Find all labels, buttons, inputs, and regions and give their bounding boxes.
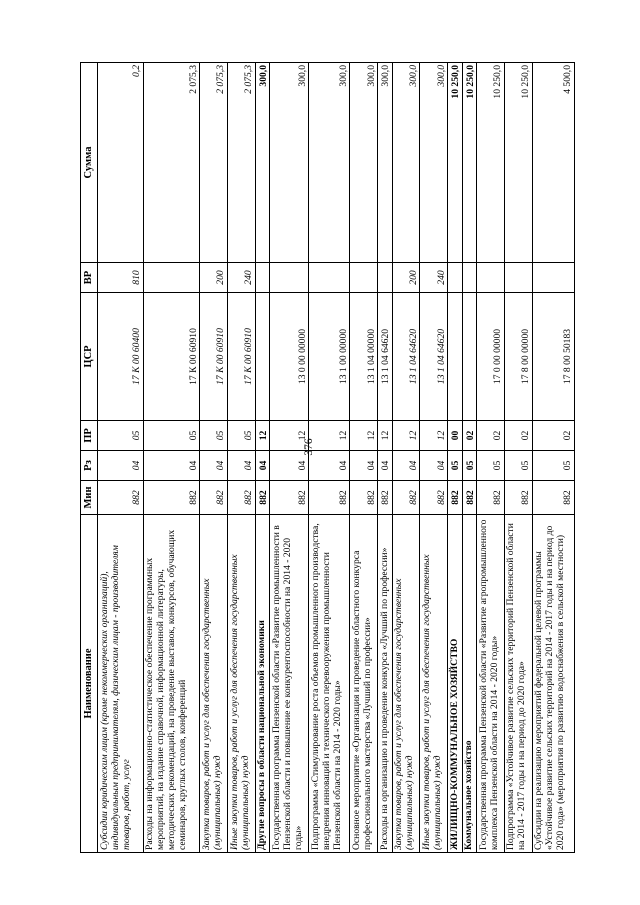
cell-rz: 04	[228, 451, 256, 481]
cell-name: Коммунальное хозяйство	[462, 515, 476, 853]
cell-vr	[504, 263, 532, 293]
header-name: Наименование	[81, 515, 98, 853]
table-row	[255, 63, 269, 853]
cell-vr	[462, 263, 476, 293]
cell-pr: 12	[309, 421, 350, 451]
table-row	[448, 63, 462, 853]
cell-vr	[350, 263, 378, 293]
cell-pr: 02	[477, 421, 505, 451]
cell-sum: 2 075,3	[143, 63, 200, 263]
cell-rz: 05	[532, 451, 574, 481]
cell-rz: 05	[448, 451, 462, 481]
cell-sum: 10 250,0	[448, 63, 462, 263]
cell-min: 882	[477, 481, 505, 515]
cell-min: 882	[228, 481, 256, 515]
cell-rz: 05	[477, 451, 505, 481]
cell-csr: 17 К 00 60910	[200, 293, 228, 421]
cell-vr: 200	[392, 263, 420, 293]
cell-min: 882	[448, 481, 462, 515]
cell-name: Закупка товаров, работ и услуг для обеспечения государственных (муниципальных) нужд	[392, 515, 420, 853]
cell-sum: 300,0	[309, 63, 350, 263]
cell-name: Подпрограмма «Стимулирование роста объемов промышленного производства, внедрения инноваций и технического перевооружения промышленности Пензенской области на 2014 - 2020 годы»	[309, 515, 350, 853]
cell-vr	[532, 263, 574, 293]
cell-rz: 04	[200, 451, 228, 481]
cell-vr	[309, 263, 350, 293]
cell-rz: 04	[98, 451, 144, 481]
cell-csr: 13 1 04 64620	[420, 293, 448, 421]
cell-pr: 05	[143, 421, 200, 451]
cell-csr	[448, 293, 462, 421]
cell-vr	[270, 263, 309, 293]
cell-rz: 04	[270, 451, 309, 481]
cell-csr: 13 1 04 64620	[392, 293, 420, 421]
cell-sum: 4 500,0	[532, 63, 574, 263]
cell-name: Иные закупки товаров, работ и услуг для обеспечения государственных (муниципальных) нужд	[420, 515, 448, 853]
table-row	[477, 63, 505, 853]
cell-vr	[378, 263, 392, 293]
cell-min: 882	[420, 481, 448, 515]
table-row	[200, 63, 228, 853]
cell-name: Основное мероприятие «Организация и проведение областного конкурса профессионального мастерства «Лучший по профессии»	[350, 515, 378, 853]
cell-min: 882	[255, 481, 269, 515]
cell-csr: 13 1 04 00000	[350, 293, 378, 421]
table-row	[504, 63, 532, 853]
table-row	[420, 63, 448, 853]
cell-sum: 300,0	[350, 63, 378, 263]
cell-pr: 12	[270, 421, 309, 451]
cell-csr: 17 К 00 60400	[98, 293, 144, 421]
cell-sum: 300,0	[270, 63, 309, 263]
cell-min: 882	[392, 481, 420, 515]
cell-pr: 02	[532, 421, 574, 451]
cell-pr: 02	[504, 421, 532, 451]
table-row	[98, 63, 144, 853]
cell-pr: 12	[392, 421, 420, 451]
table-row	[270, 63, 309, 853]
cell-csr: 17 К 00 60910	[143, 293, 200, 421]
cell-sum: 300,0	[420, 63, 448, 263]
cell-name: Другие вопросы в области национальной экономики	[255, 515, 269, 853]
cell-vr: 200	[200, 263, 228, 293]
cell-pr: 05	[98, 421, 144, 451]
cell-min: 882	[504, 481, 532, 515]
cell-vr: 810	[98, 263, 144, 293]
cell-vr	[143, 263, 200, 293]
header-min: Мин	[81, 481, 98, 515]
cell-name: Государственная программа Пензенской области «Развитие промышленности в Пензенской области и повышение ее конкурентоспособности на 2014 - 2020 годы»	[270, 515, 309, 853]
cell-pr: 12	[350, 421, 378, 451]
cell-csr	[462, 293, 476, 421]
cell-rz: 05	[462, 451, 476, 481]
table-row	[462, 63, 476, 853]
cell-name: Субсидии юридическим лицам (кроме некоммерческих организаций), индивидуальным предпринимателям, физическим лицам - производителям товаров, работ, услуг	[98, 515, 144, 853]
table-row	[350, 63, 378, 853]
header-pr: ПР	[81, 421, 98, 451]
cell-name: ЖИЛИЩНО-КОММУНАЛЬНОЕ ХОЗЯЙСТВО	[448, 515, 462, 853]
cell-sum: 300,0	[378, 63, 392, 263]
budget-table	[80, 62, 575, 853]
cell-vr	[448, 263, 462, 293]
cell-name: Субсидии на реализацию мероприятий федеральной целевой программы «Устойчивое развитие сельских территорий на 2014 - 2017 годы и на период до 2020 года» (мероприятия по развитию водоснабжения в сельской местности)	[532, 515, 574, 853]
page-number: 376	[303, 438, 315, 456]
table-row	[392, 63, 420, 853]
header-rz: Рз	[81, 451, 98, 481]
cell-csr: 17 8 00 00000	[504, 293, 532, 421]
table-row	[378, 63, 392, 853]
header-csr: ЦСР	[81, 293, 98, 421]
cell-csr: 13 1 04 64620	[378, 293, 392, 421]
cell-vr: 240	[420, 263, 448, 293]
cell-pr: 05	[200, 421, 228, 451]
cell-sum: 300,0	[392, 63, 420, 263]
cell-pr: 12	[420, 421, 448, 451]
cell-csr: 17 8 00 50183	[532, 293, 574, 421]
cell-csr: 13 0 00 00000	[270, 293, 309, 421]
cell-rz: 04	[255, 451, 269, 481]
cell-min: 882	[462, 481, 476, 515]
cell-rz: 05	[504, 451, 532, 481]
cell-csr: 17 К 00 60910	[228, 293, 256, 421]
cell-pr: 02	[462, 421, 476, 451]
cell-csr	[255, 293, 269, 421]
cell-min: 882	[143, 481, 200, 515]
cell-rz: 04	[309, 451, 350, 481]
cell-sum: 2 075,3	[200, 63, 228, 263]
cell-min: 882	[200, 481, 228, 515]
cell-pr: 00	[448, 421, 462, 451]
cell-sum: 300,0	[255, 63, 269, 263]
cell-csr: 17 0 00 00000	[477, 293, 505, 421]
header-row	[81, 63, 98, 853]
cell-rz: 04	[392, 451, 420, 481]
cell-min: 882	[98, 481, 144, 515]
cell-min: 882	[309, 481, 350, 515]
cell-min: 882	[270, 481, 309, 515]
table-row	[532, 63, 574, 853]
cell-rz: 04	[350, 451, 378, 481]
cell-min: 882	[350, 481, 378, 515]
table-row	[228, 63, 256, 853]
cell-name: Расходы на информационно-статистическое обеспечение программных мероприятий, на издание справочной, информационной литературы, методических рекомендаций, на проведение выставок, конкурсов, обучающих семинаров, круглых столов, конференций	[143, 515, 200, 853]
cell-rz: 04	[420, 451, 448, 481]
cell-sum: 2 075,3	[228, 63, 256, 263]
cell-name: Подпрограмма «Устойчивое развитие сельских территорий Пензенской области на 2014 - 2017 годы и на период до 2020 года»	[504, 515, 532, 853]
cell-min: 882	[378, 481, 392, 515]
cell-rz: 04	[378, 451, 392, 481]
cell-vr: 240	[228, 263, 256, 293]
cell-pr: 12	[255, 421, 269, 451]
table-row	[143, 63, 200, 853]
header-vr: ВР	[81, 263, 98, 293]
table-row	[309, 63, 350, 853]
cell-pr: 12	[378, 421, 392, 451]
header-sum: Сумма	[81, 63, 98, 263]
cell-sum: 0,2	[98, 63, 144, 263]
cell-name: Закупка товаров, работ и услуг для обеспечения государственных (муниципальных) нужд	[200, 515, 228, 853]
cell-name: Расходы на организацию и проведение конкурса «Лучший по профессии»	[378, 515, 392, 853]
cell-vr	[477, 263, 505, 293]
cell-name: Государственная программа Пензенской области «Развитие агропромышленного комплекса Пензенской области на 2014 - 2020 годы»	[477, 515, 505, 853]
rotated-table-container	[80, 63, 575, 853]
cell-name: Иные закупки товаров, работ и услуг для обеспечения государственных (муниципальных) нужд	[228, 515, 256, 853]
cell-vr	[255, 263, 269, 293]
cell-sum: 10 250,0	[462, 63, 476, 263]
cell-min: 882	[532, 481, 574, 515]
cell-sum: 10 250,0	[477, 63, 505, 263]
table-body	[98, 63, 575, 853]
cell-sum: 10 250,0	[504, 63, 532, 263]
cell-pr: 05	[228, 421, 256, 451]
cell-rz: 04	[143, 451, 200, 481]
cell-csr: 13 1 00 00000	[309, 293, 350, 421]
